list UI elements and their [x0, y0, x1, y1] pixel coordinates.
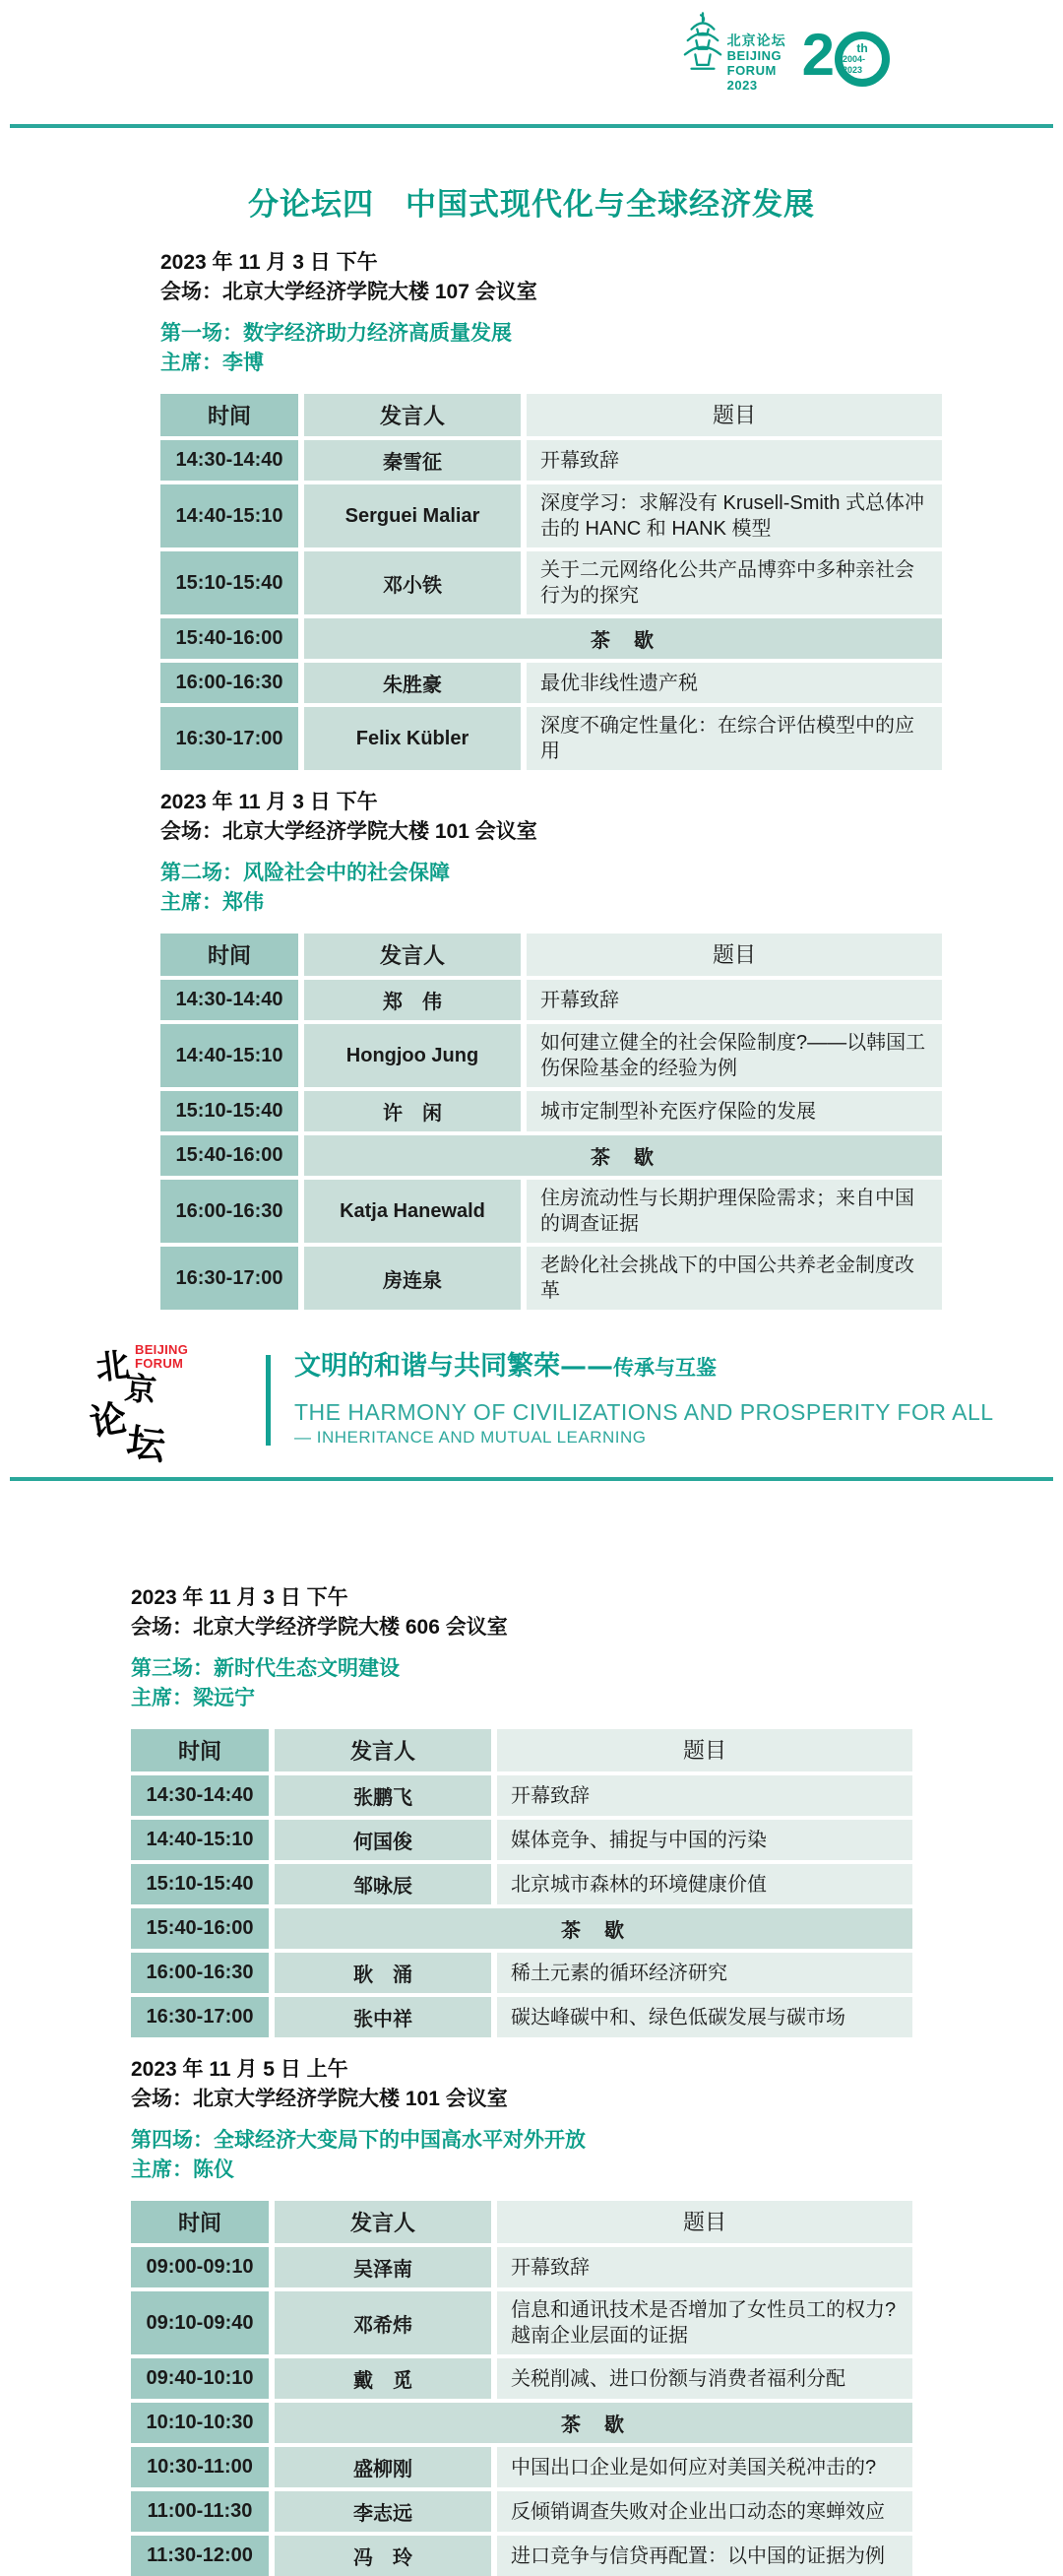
schedule-cell-speaker: 冯 玲 [275, 2536, 491, 2576]
schedule-cell-topic: 开幕致辞 [497, 2247, 912, 2287]
forum-logo-text [727, 33, 786, 93]
schedule-cell-speaker: 朱胜豪 [304, 663, 521, 703]
schedule-cell-topic: 信息和通讯技术是否增加了女性员工的权力?越南企业层面的证据 [497, 2291, 912, 2354]
schedule-cell-speaker: 耿 涌 [275, 1953, 491, 1993]
session-date: 2023 年 11 月 3 日 下午 [160, 791, 378, 813]
schedule-table [131, 2201, 912, 2576]
schedule-cell-time: 14:30-14:40 [160, 440, 298, 481]
schedule-cell-speaker: 邓小铁 [304, 551, 521, 614]
beijing-forum-logo [682, 12, 786, 93]
page2-sessions [0, 1583, 1063, 2576]
column-header-time: 时间 [131, 1729, 269, 1771]
schedule-cell-topic: 反倾销调查失败对企业出口动态的寒蝉效应 [497, 2491, 912, 2532]
schedule-table [131, 1729, 912, 2037]
session-heading [131, 2126, 1063, 2185]
session-chair: 主席：陈仪 [131, 2158, 234, 2181]
schedule-cell-time: 16:30-17:00 [160, 707, 298, 770]
schedule-cell-topic: 进口竞争与信贷再配置：以中国的证据为例 [497, 2536, 912, 2576]
schedule-cell-topic: 住房流动性与长期护理保险需求；来自中国的调查证据 [527, 1180, 942, 1243]
session-date: 2023 年 11 月 3 日 下午 [160, 251, 378, 274]
schedule-cell-time: 10:30-11:00 [131, 2447, 269, 2487]
schedule-cell-time: 16:00-16:30 [160, 663, 298, 703]
schedule-cell-topic: 最优非线性遗产税 [527, 663, 942, 703]
schedule-cell-time: 15:40-16:00 [131, 1908, 269, 1949]
calligraphy-char-0: 北 [94, 1345, 132, 1388]
schedule-cell-time: 11:30-12:00 [131, 2536, 269, 2576]
schedule-cell-time: 15:40-16:00 [160, 1135, 298, 1176]
wordmark-line2: FORUM [135, 1356, 184, 1371]
column-header-topic: 题目 [497, 2201, 912, 2243]
slogan-english-line2: — INHERITANCE AND MUTUAL LEARNING [294, 1428, 647, 1447]
schedule-cell-break: 茶 歇 [304, 618, 942, 659]
schedule-cell-topic: 中国出口企业是如何应对美国关税冲击的? [497, 2447, 912, 2487]
schedule-cell-topic: 碳达峰碳中和、绿色低碳发展与碳市场 [497, 1997, 912, 2037]
schedule-cell-time: 14:40-15:10 [160, 484, 298, 547]
column-header-speaker: 发言人 [304, 934, 521, 976]
schedule-cell-time: 09:10-09:40 [131, 2291, 269, 2354]
schedule-cell-topic: 如何建立健全的社会保险制度?——以韩国工伤保险基金的经验为例 [527, 1024, 942, 1087]
schedule-cell-speaker: Hongjoo Jung [304, 1024, 521, 1087]
schedule-cell-time: 15:10-15:40 [160, 1091, 298, 1131]
column-header-topic: 题目 [497, 1729, 912, 1771]
schedule-cell-topic: 开幕致辞 [527, 980, 942, 1020]
forum-logo-year: 2023 [726, 78, 758, 93]
schedule-cell-time: 14:40-15:10 [160, 1024, 298, 1087]
calligraphy-char-2: 论 [86, 1395, 131, 1445]
beijing-forum-calligraphy [86, 1342, 195, 1470]
schedule-table [160, 934, 942, 1310]
schedule-cell-speaker: 邹咏辰 [275, 1864, 491, 1904]
schedule-cell-speaker: 李志远 [275, 2491, 491, 2532]
forum-logo-cn: 北京论坛 [726, 32, 786, 48]
column-header-time: 时间 [160, 394, 298, 436]
column-header-topic: 题目 [527, 394, 942, 436]
schedule-cell-time: 15:10-15:40 [131, 1864, 269, 1904]
brand-footer [86, 1342, 1063, 1470]
schedule-cell-speaker: 郑 伟 [304, 980, 521, 1020]
schedule-cell-speaker: 秦雪征 [304, 440, 521, 481]
schedule-cell-topic: 开幕致辞 [527, 440, 942, 481]
session-block [131, 2055, 1063, 2576]
header-logos [682, 12, 890, 93]
session-venue: 会场：北京大学经济学院大楼 606 会议室 [131, 1616, 508, 1639]
schedule-cell-speaker: 盛柳刚 [275, 2447, 491, 2487]
schedule-cell-break: 茶 歇 [275, 1908, 912, 1949]
anniversary-years: 2004-2023 [843, 54, 866, 75]
column-header-time: 时间 [160, 934, 298, 976]
schedule-cell-break: 茶 歇 [304, 1135, 942, 1176]
schedule-cell-time: 16:00-16:30 [131, 1953, 269, 1993]
schedule-cell-break: 茶 歇 [275, 2403, 912, 2443]
session-block [160, 788, 1063, 1310]
top-divider-rule [10, 124, 1053, 128]
wordmark-line1: BEIJING [135, 1342, 189, 1357]
session-heading [131, 1654, 1063, 1713]
schedule-cell-topic: 关税削减、进口份额与消费者福利分配 [497, 2358, 912, 2399]
page-header [0, 0, 1063, 128]
session-title: 第二场：风险社会中的社会保障 [160, 862, 450, 884]
session-venue: 会场：北京大学经济学院大楼 107 会议室 [160, 281, 537, 303]
schedule-cell-time: 15:40-16:00 [160, 618, 298, 659]
schedule-cell-speaker: 张鹏飞 [275, 1775, 491, 1816]
session-heading [160, 319, 1063, 378]
anniversary-20th-logo [801, 22, 890, 88]
column-header-speaker: 发言人 [304, 394, 521, 436]
schedule-cell-time: 14:40-15:10 [131, 1820, 269, 1860]
anniversary-number: 2 [801, 22, 833, 88]
column-header-time: 时间 [131, 2201, 269, 2243]
column-header-speaker: 发言人 [275, 2201, 491, 2243]
schedule-cell-time: 16:30-17:00 [131, 1997, 269, 2037]
session-chair: 主席：梁远宁 [131, 1687, 255, 1709]
session-venue: 会场：北京大学经济学院大楼 101 会议室 [160, 820, 537, 843]
session-heading [160, 859, 1063, 918]
mid-divider-rule [10, 1477, 1053, 1481]
forum-logo-en-1: BEIJING [726, 48, 782, 63]
schedule-cell-time: 16:00-16:30 [160, 1180, 298, 1243]
pagoda-icon [682, 12, 723, 73]
session-chair: 主席：郑伟 [160, 891, 264, 914]
forum-logo-en-2: FORUM [726, 63, 777, 78]
page1-sessions [0, 248, 1063, 1310]
schedule-cell-topic: 深度不确定性量化：在综合评估模型中的应用 [527, 707, 942, 770]
calligraphy-char-3: 坛 [123, 1419, 168, 1470]
session-block [131, 1583, 1063, 2037]
session-block [160, 248, 1063, 770]
schedule-cell-speaker: 张中祥 [275, 1997, 491, 2037]
schedule-cell-time: 10:10-10:30 [131, 2403, 269, 2443]
schedule-cell-time: 16:30-17:00 [160, 1247, 298, 1310]
schedule-cell-topic: 稀土元素的循环经济研究 [497, 1953, 912, 1993]
schedule-cell-topic: 开幕致辞 [497, 1775, 912, 1816]
schedule-cell-time: 14:30-14:40 [160, 980, 298, 1020]
schedule-cell-time: 09:40-10:10 [131, 2358, 269, 2399]
schedule-cell-topic: 关于二元网络化公共产品博弈中多种亲社会行为的探究 [527, 551, 942, 614]
schedule-cell-topic: 深度学习：求解没有 Krusell-Smith 式总体冲击的 HANC 和 HANK 模型 [527, 484, 942, 547]
schedule-cell-topic: 媒体竞争、捕捉与中国的污染 [497, 1820, 912, 1860]
anniversary-ring [835, 32, 890, 87]
slogan-chinese [294, 1349, 994, 1387]
schedule-table [160, 394, 942, 770]
beijing-forum-wordmark [135, 1343, 188, 1371]
schedule-cell-time: 11:00-11:30 [131, 2491, 269, 2532]
brand-slogans [294, 1349, 994, 1449]
schedule-cell-topic: 老龄化社会挑战下的中国公共养老金制度改革 [527, 1247, 942, 1310]
session-venue: 会场：北京大学经济学院大楼 101 会议室 [131, 2088, 508, 2110]
session-date: 2023 年 11 月 5 日 上午 [131, 2058, 348, 2081]
schedule-cell-speaker: Serguei Maliar [304, 484, 521, 547]
schedule-cell-time: 14:30-14:40 [131, 1775, 269, 1816]
session-title: 第四场：全球经济大变局下的中国高水平对外开放 [131, 2129, 586, 2152]
session-title: 第一场：数字经济助力经济高质量发展 [160, 322, 512, 345]
session-chair: 主席：李博 [160, 352, 264, 374]
schedule-cell-speaker: 戴 觅 [275, 2358, 491, 2399]
forum-title: 分论坛四 中国式现代化与全球经济发展 [248, 187, 815, 222]
schedule-cell-speaker: 房连泉 [304, 1247, 521, 1310]
slogan-chinese-sub: 传承与互鉴 [613, 1355, 717, 1380]
anniversary-suffix: th [856, 41, 868, 55]
session-title: 第三场：新时代生态文明建设 [131, 1657, 400, 1680]
schedule-cell-speaker: Felix Kübler [304, 707, 521, 770]
schedule-cell-time: 15:10-15:40 [160, 551, 298, 614]
schedule-cell-speaker: 何国俊 [275, 1820, 491, 1860]
slogan-chinese-main: 文明的和谐与共同繁荣—— [294, 1351, 613, 1382]
calligraphy-char-1: 京 [123, 1369, 158, 1410]
schedule-cell-speaker: 邓希炜 [275, 2291, 491, 2354]
schedule-cell-speaker: 许 闲 [304, 1091, 521, 1131]
schedule-cell-speaker: 吴泽南 [275, 2247, 491, 2287]
column-header-speaker: 发言人 [275, 1729, 491, 1771]
brand-vertical-divider [266, 1355, 271, 1446]
schedule-cell-topic: 城市定制型补充医疗保险的发展 [527, 1091, 942, 1131]
schedule-cell-speaker: Katja Hanewald [304, 1180, 521, 1243]
slogan-english-line1: THE HARMONY OF CIVILIZATIONS AND PROSPERITY FOR ALL [294, 1399, 994, 1425]
session-date: 2023 年 11 月 3 日 下午 [131, 1586, 348, 1609]
schedule-cell-time: 09:00-09:10 [131, 2247, 269, 2287]
column-header-topic: 题目 [527, 934, 942, 976]
schedule-cell-topic: 北京城市森林的环境健康价值 [497, 1864, 912, 1904]
